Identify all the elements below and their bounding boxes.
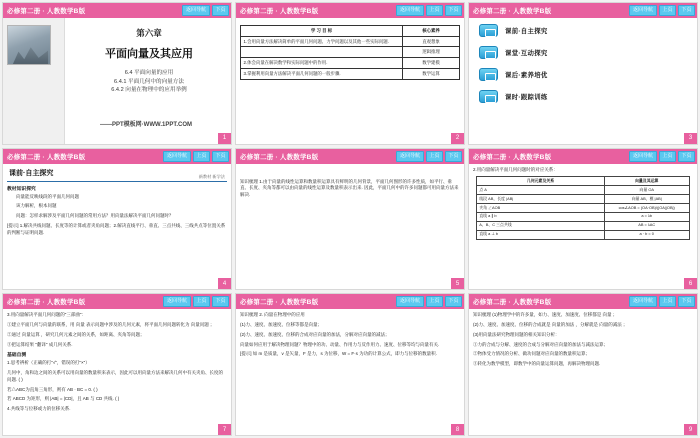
para-9-2: (3)用向量法研究物理问题的相关知识分析： [473, 331, 560, 337]
next-button-4[interactable]: 下页 [212, 151, 229, 162]
vec-cell-2: 向量 AB，模 |AB| [604, 195, 689, 204]
para-4-1: 向量能反映线段的平面几何问题 [16, 193, 79, 199]
geo-cell-2: 线段 AB，长度 |AB| [477, 195, 604, 204]
header-buttons-9 [629, 296, 695, 307]
col-header-goal: 学 习 目 标 [241, 26, 403, 37]
header-title-9: 必修第二册 · 人教数学B版 [473, 299, 552, 307]
page-number-5: 5 [451, 278, 464, 289]
nav-button-9[interactable]: 返回导航 [629, 296, 657, 307]
para-7-3: ③把运算结果 "翻译" 成几何关系. [7, 341, 73, 347]
para-9-3: ①力的合成与分解、速度的合成与分解对应向量的加法与减法运算； [473, 341, 608, 347]
header-buttons-3 [629, 5, 695, 16]
book-icon [479, 46, 498, 59]
table-row [477, 195, 689, 204]
page-number-9: 9 [684, 424, 697, 435]
goal-cell-1: 1.会用向量方法解决简单的平面几何问题、力学问题以及其他一些实际问题. [241, 36, 403, 47]
menu-item-pre-study[interactable] [479, 24, 693, 37]
slide-body-1 [3, 18, 231, 144]
slide-7[interactable] [2, 293, 232, 436]
table-row [477, 186, 689, 195]
book-icon [479, 90, 498, 103]
slide-header-5 [236, 149, 464, 164]
header-title-7: 必修第二册 · 人教数学B版 [7, 299, 86, 307]
para-8-3: 向量如何应用于解决物理问题？物理中的功、动量、作用力与反作用力、速度、位移等均与向量有关. [240, 341, 440, 347]
menu-label-3: 课后·素养培优 [505, 72, 548, 79]
goal-cell-4: 3.掌握利用向量方法解决平面几何问题的一般步骤. [241, 68, 403, 79]
page-number-2: 2 [451, 133, 464, 144]
header-buttons-8 [396, 296, 462, 307]
para-9-0: 知识梳理 (1)物理学中的许多量，如力、速度、加速度、位移都是 向量 ； [473, 312, 618, 318]
vec-cell-6: a · b = 0 [604, 230, 689, 239]
slide-8[interactable] [235, 293, 465, 436]
para-5-0: 知识梳理 1.由于向量的线性运算和数量积运算具有鲜明的几何背景，平面几何图形的许多性质，如平行、垂直、长度、夹角等都可以由向量的线性运算及数量积表示出来. 因此，平面几何中的许多问题都可用向量方法来解决. [240, 178, 459, 198]
slide-body-7 [3, 309, 231, 435]
cover-line-3: 6.4.2 向量在物理中的应用举例 [111, 87, 187, 94]
nav-button-7[interactable]: 返回导航 [163, 296, 191, 307]
menu-item-class-explore[interactable] [479, 46, 693, 59]
slide-4[interactable] [2, 148, 232, 291]
header-title-1: 必修第二册 · 人教数学B版 [7, 8, 86, 15]
table-row [477, 204, 689, 213]
next-button-1[interactable]: 下页 [212, 5, 229, 16]
para-8-1: (1)力、速度、加速度、位移等都是向量； [240, 322, 322, 328]
geo-cell-6: 直线 a ⊥ b [477, 230, 604, 239]
core-cell-3: 数学建模 [403, 58, 460, 69]
header-title-4: 必修第二册 · 人教数学B版 [7, 153, 86, 161]
para-7-0: 3.用向量解决平面几何问题的"三部曲"： [7, 312, 86, 318]
para-8-4: [提示] 如 m 是质量，v 是矢量，F 是力，s 为位移，W = F·s 为功的计算公式，即力与位移的数量积. [240, 351, 437, 357]
header-buttons-4 [163, 151, 229, 162]
nav-button-6[interactable]: 返回导航 [629, 151, 657, 162]
para-7-6: 几何中，角和边之间的关系可以用向量的数量积来表示，因此可以用向量方法来解决几何中有关夹角、长度的问题. ( ) [7, 370, 223, 382]
next-button-6[interactable]: 下页 [678, 151, 695, 162]
prev-button-4[interactable]: 上页 [193, 151, 210, 162]
para-4-0: 教材知识探究 [7, 186, 36, 192]
cover-title: 平面向量及其应用 [105, 48, 193, 60]
book-icon [479, 24, 498, 37]
page-number-6: 6 [684, 278, 697, 289]
slide-body-8 [236, 309, 464, 435]
slide-6[interactable] [468, 148, 698, 291]
geo-cell-4: 直线 a ∥ b [477, 212, 604, 221]
nav-button-8[interactable]: 返回导航 [396, 296, 424, 307]
col-header-core: 核心素养 [403, 26, 460, 37]
table-row [477, 221, 689, 230]
table-row [477, 230, 689, 239]
page-number-1: 1 [218, 133, 231, 144]
menu-label-1: 课前·自主探究 [505, 28, 548, 35]
para-9-1: (2)力、速度、加速度、位移的合成就是 向量的加法 ，分解就是 向量的减法 ； [473, 322, 628, 328]
slide-header-9 [469, 294, 697, 309]
nav-button-5[interactable]: 返回导航 [396, 151, 424, 162]
prev-button-8[interactable]: 上页 [426, 296, 443, 307]
col-header-vector: 向量及其运算 [604, 177, 689, 186]
table-header-row [241, 26, 460, 37]
slide-5[interactable] [235, 148, 465, 291]
header-title-3: 必修第二册 · 人教数学B版 [473, 8, 552, 15]
geo-cell-5: A、B、C 三点共线 [477, 221, 604, 230]
table-row [241, 58, 460, 69]
cover-photo [7, 25, 51, 65]
para-7-5: 1.思考辨析（正确的打"√"，错误的打"×"） [7, 360, 90, 366]
section-title-4: 课前·自主探究 [9, 169, 54, 177]
header-title-5: 必修第二册 · 人教数学B版 [240, 153, 319, 161]
para-7-4: 基础自测 [7, 353, 27, 359]
slide-header-1 [3, 3, 231, 18]
slide-1[interactable] [2, 2, 232, 145]
learning-objectives-table [240, 25, 460, 80]
geo-cell-1: 点 A [477, 186, 604, 195]
next-button-3[interactable]: 下页 [678, 5, 695, 16]
header-buttons-7 [163, 296, 229, 307]
cover-content [71, 21, 227, 95]
vec-cell-4: a = λb [604, 212, 689, 221]
header-buttons-6 [629, 151, 695, 162]
page-number-3: 3 [684, 133, 697, 144]
prev-button-7[interactable]: 上页 [193, 296, 210, 307]
para-4-2: 该力解析，根本问题 [16, 203, 57, 209]
para-9-4: ②物体受力情况的分析、做功问题对应向量的数量积运算； [473, 351, 590, 357]
slide-header-7 [3, 294, 231, 309]
cover-footer: ——PPT模板网·WWW.1PPT.COM [100, 121, 192, 128]
header-buttons-2 [396, 5, 462, 16]
nav-button-2[interactable]: 返回导航 [396, 5, 424, 16]
slide-9[interactable] [468, 293, 698, 436]
para-7-8: 若 ABCD 为矩形，则 |AB| = |CD|，且 AB 与 CD 共线. ( ) [7, 396, 120, 402]
vec-cell-1: 向量 OA [604, 186, 689, 195]
para-7-1: ①建立平面几何与向量的联系，用 向量 表示问题中涉及的几何元素，将平面几何问题转化为 向量问题 ； [7, 322, 215, 328]
prev-button-3[interactable]: 上页 [659, 5, 676, 16]
chapter-label: 第六章 [136, 28, 162, 38]
cover-line-2: 6.4.1 平面几何中的向量方法 [114, 78, 184, 85]
col-header-geometry: 几何元素及关系 [477, 177, 604, 186]
slide-header-8 [236, 294, 464, 309]
slide-body-3 [469, 18, 697, 144]
next-button-2[interactable]: 下页 [445, 5, 462, 16]
slide-body-2 [236, 18, 464, 144]
para-7-7: 若△ABC为直角三角形，则有 AB · BC = 0. ( ) [7, 386, 98, 392]
vec-cell-3: cos∠AOB = (OA·OB)/(|OA||OB|) [604, 204, 689, 213]
prev-button-6[interactable]: 上页 [659, 151, 676, 162]
table-row [477, 212, 689, 221]
geometry-vector-table [476, 176, 689, 239]
next-button-7[interactable]: 下页 [212, 296, 229, 307]
core-cell-2: 逻辑推理 [403, 47, 460, 58]
next-button-8[interactable]: 下页 [445, 296, 462, 307]
page-number-4: 4 [218, 278, 231, 289]
core-cell-4: 数学运算 [403, 68, 460, 79]
slide-body-4 [3, 164, 231, 290]
next-button-9[interactable]: 下页 [678, 296, 695, 307]
prev-button-5[interactable]: 上页 [426, 151, 443, 162]
nav-button-1[interactable]: 返回导航 [182, 5, 210, 16]
vec-cell-5: AB = λAC [604, 221, 689, 230]
page-number-8: 8 [451, 424, 464, 435]
nav-button-4[interactable]: 返回导航 [163, 151, 191, 162]
menu-item-after-class[interactable] [479, 68, 693, 81]
nav-button-3[interactable]: 返回导航 [629, 5, 657, 16]
header-title-2: 必修第二册 · 人教数学B版 [240, 8, 319, 15]
para-8-2: (2)力、速度、加速度、位移的合成对应向量的加法，分解对应向量的减法； [240, 331, 390, 337]
cover-line-1: 6.4 平面向量的应用 [124, 70, 174, 76]
para-6-lead: 2.用向量解决平面几何问题时的对应关系： [473, 166, 558, 172]
geo-cell-3: 夹角 ∠AOB [477, 204, 604, 213]
header-buttons-1 [182, 5, 229, 16]
prev-button-2[interactable]: 上页 [426, 5, 443, 16]
slide-3[interactable] [468, 2, 698, 145]
page-number-7: 7 [218, 424, 231, 435]
table-row [241, 47, 460, 58]
slide-body-5 [236, 164, 464, 290]
core-cell-1: 直观想象 [403, 36, 460, 47]
rule-label-4: 新教材 新学法 [198, 173, 225, 179]
book-icon [479, 68, 498, 81]
para-4-4: [提示] 1.解决共线问题、长度等的计算或者夹角问题；2.解决直线平行、垂直、三点共线、三线共点等位置关系的判断与证明问题. [7, 222, 226, 235]
goal-cell-2 [241, 47, 403, 58]
table-row [241, 36, 460, 47]
header-buttons-5 [396, 151, 462, 162]
para-4-3: 问题：怎样求解涉及平面几何问题的常用方法？用向量法解决平面几何问题时？ [16, 213, 174, 219]
para-9-5: ③转化为数学模型，即数学中的向量运算问题，再解决物理问题. [473, 361, 601, 367]
slide-header-6 [469, 149, 697, 164]
table-row [241, 68, 460, 79]
menu-label-2: 课堂·互动探究 [505, 50, 548, 57]
para-8-0: 知识梳理 2. 向量在物理中的应用 [240, 312, 305, 318]
prev-button-9[interactable]: 上页 [659, 296, 676, 307]
next-button-5[interactable]: 下页 [445, 151, 462, 162]
menu-label-4: 课时·跟踪训练 [505, 94, 548, 101]
menu-item-exercises[interactable] [479, 90, 693, 103]
para-7-9: 4.共线等与位移或力的位移关系. [7, 406, 71, 412]
slide-header-4 [3, 149, 231, 164]
slide-2[interactable] [235, 2, 465, 145]
slide-header-2 [236, 3, 464, 18]
slide-body-6 [469, 164, 697, 290]
para-7-2: ②通过 向量运算 ，研究几何元素之间的关系，如距离、夹角等问题； [7, 331, 145, 337]
goal-cell-3: 2.体会向量在解决数学和实际问题中的作用. [241, 58, 403, 69]
slide-header-3 [469, 3, 697, 18]
slide-body-9 [469, 309, 697, 435]
header-title-8: 必修第二册 · 人教数学B版 [240, 299, 319, 307]
table-header-row [477, 177, 689, 186]
header-title-6: 必修第二册 · 人教数学B版 [473, 153, 552, 161]
